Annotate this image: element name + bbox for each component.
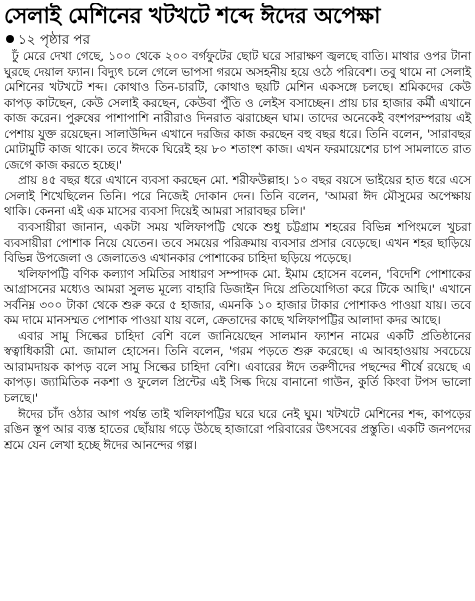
article-headline: সেলাই মেশিনের খটখটে শব্দে ঈদের অপেক্ষা <box>4 4 381 29</box>
article-paragraph: ব্যবসায়ীরা জানান, একটা সময় খলিফাপট্টি থেকে শুধু চট্টগ্রাম শহরের বিভিন্ন শপিংমলে খুচরা ব্যবসায়ীরা পোশাক নিয়ে যেতেন। তবে সময়ের পরিক্রমায় ব্যবসার প্রসার বেড়েছে। এখন শহর ছাড়িয়ে বিভিন্ন উপজেলা ও জেলাতেও এখানকার পোশাকের চাহিদা ছড়িয়ে পড়েছে। <box>4 220 471 266</box>
article-paragraph: প্রায় ৪৫ বছর ধরে এখানে ব্যবসা করছেন মো. শরীফউল্লাহ। ১০ বছর বয়সে ভাইয়ের হাত ধরে এসে সেলাই শিখেছিলেন তিনি। পরে নিজেই দোকান দেন। তিনি বলেন, 'আমরা ঈদ মৌসুমের অপেক্ষায় থাকি। কেননা এই এক মাসের ব্যবসা দিয়েই আমরা সারাবছর চলি।' <box>4 173 471 219</box>
article-paragraph: খলিফাপট্টি বণিক কল্যাণ সমিতির সাধারণ সম্পাদক মো. ইমাম হোসেন বলেন, 'বিদেশি পোশাকের আগ্রাসনের মধ্যেও আমরা সুলভ মূল্যে বাহারি ডিজাইন দিয়ে প্রতিযোগিতা করে টিকে আছি।' এখানে সর্বনিম্ন ৩০০ টাকা থেকে শুরু করে ৫ হাজার, এমনকি ১০ হাজার টাকার পোশাকও পাওয়া যায়। তবে কম দামে মানসম্মত পোশাক পাওয়া যায় বলে, ক্রেতাদের কাছে খলিফাপট্টির আলাদা কদর আছে। <box>4 266 471 328</box>
article-body <box>4 49 471 453</box>
article-paragraph: ঢুঁ মেরে দেখা গেছে, ১০০ থেকে ২০০ বর্গফুটের ছোট ঘরে সারাক্ষণ জ্বলছে বাতি। মাথার ওপর টানা ঘুরছে দেয়াল ফ্যান। বিদ্যুৎ চলে গেলে ভাপসা গরমে অসহনীয় হয়ে ওঠে পরিবেশ। তবু থামে না সেলাই মেশিনের খটখটে শব্দ। কোথাও তিন-চারটি, কোথাও ছয়টি মেশিন একসঙ্গে চলছে। শ্রমিকদের কেউ কাপড় কাটছেন, কেউ সেলাই করছেন, কেউবা পুঁতি ও লেইস বসাচ্ছেন। প্রায় চার হাজার কর্মী এখানে কাজ করেন। পুরুষের পাশাপাশি নারীরাও দিনরাত ঝরাচ্ছেন ঘাম। তাদের অনেকেই বংশপরম্পরায় এই পেশায় যুক্ত রয়েছেন। সালাউদ্দিন এখানে দরজির কাজ করছেন বহু বছর ধরে। তিনি বলেন, 'সারাবছর মোটামুটি কাজ থাকে। তবে ঈদকে ঘিরেই হয় ৮০ শতাংশ কাজ। এখন ফরমায়েশের চাপ সামলাতে রাত জেগে কাজ করতে হচ্ছে।' <box>4 49 471 172</box>
article-paragraph: ঈদের চাঁদ ওঠার আগ পর্যন্ত তাই খলিফাপট্টির ঘরে ঘরে নেই ঘুম। খটখটে মেশিনের শব্দ, কাপড়ের রঙিন স্তূপ আর ব্যস্ত হাতের ছোঁয়ায় গড়ে উঠছে হাজারো পরিবারের উৎসবের প্রস্তুতি। একটি জনপদের শ্রমে যেন লেখা হচ্ছে ঈদের আনন্দের গল্প। <box>4 406 471 452</box>
article-paragraph: এবার সামু সিল্কের চাহিদা বেশি বলে জানিয়েছেন সালমান ফ্যাশন নামের একটি প্রতিষ্ঠানের স্বত্বাধিকারী মো. জামাল হোসেন। তিনি বলেন, 'গরম পড়তে শুরু করেছে। এ আবহাওয়ায় সবচেয়ে আরামদায়ক কাপড় বলে সামু সিল্কের চাহিদা বেশি। এবারের ঈদে তরুণীদের পছন্দের শীর্ষে রয়েছে এ কাপড়। জ্যামিতিক নকশা ও ফুলেল প্রিন্টের এই সিল্ক দিয়ে বানানো গাউন, কুর্তি কিংবা টপস ভালো চলছে।' <box>4 328 471 406</box>
bullet-dot-icon <box>6 35 14 43</box>
continued-from-line <box>6 32 471 49</box>
continued-from-label: ১২ পৃষ্ঠার পর <box>18 32 91 48</box>
